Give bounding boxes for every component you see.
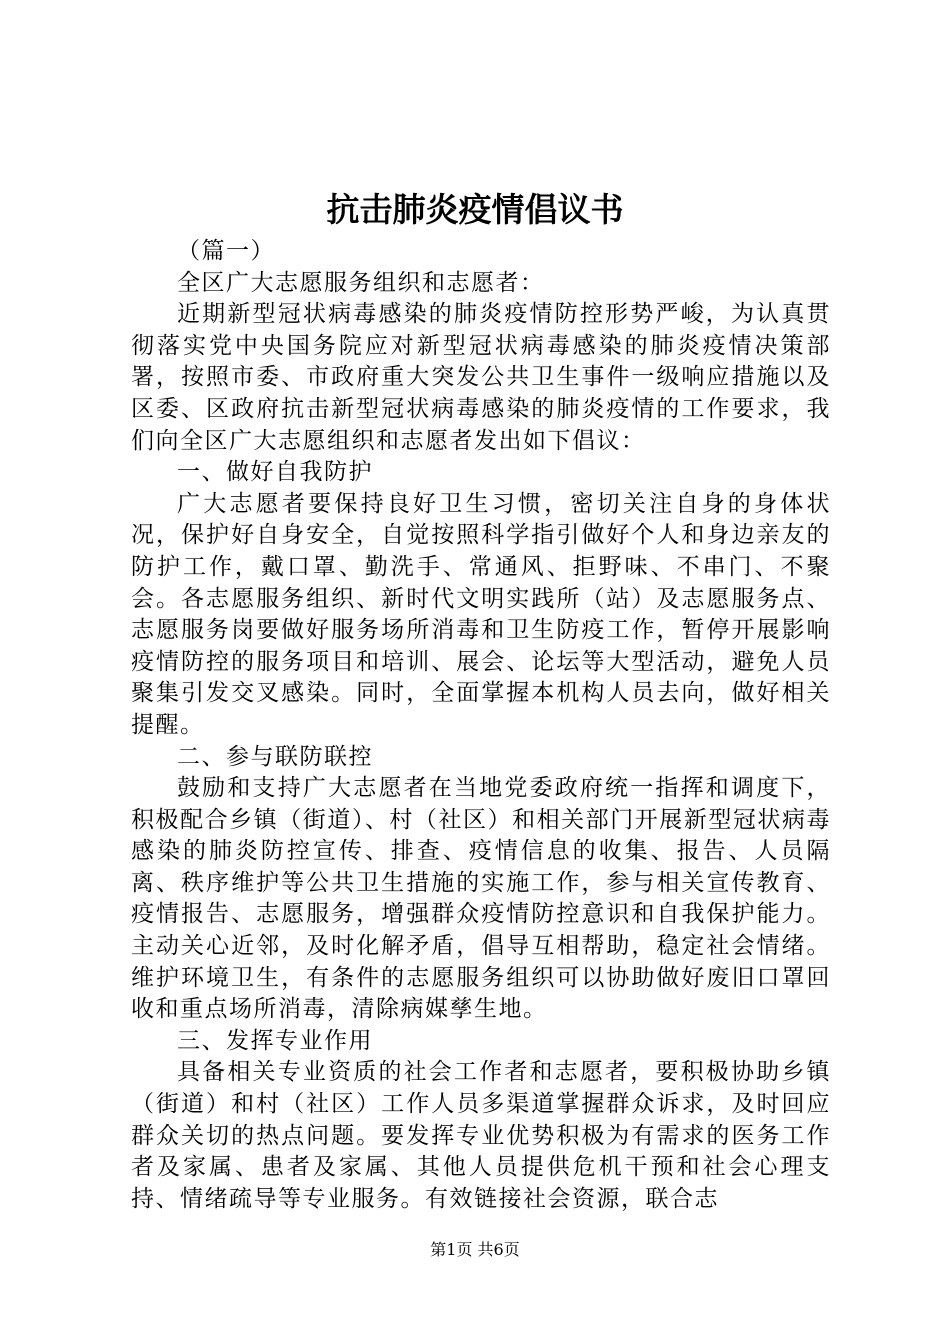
section-label: （篇一） <box>177 238 275 264</box>
document-title: 抗击肺炎疫情倡议书 <box>326 190 624 229</box>
intro-paragraph: 近期新型冠状病毒感染的肺炎疫情防控形势严峻，为认真贯彻落实党中央国务院应对新型冠状病毒感染的肺炎疫情决策部署，按照市委、市政府重大突发公共卫生事件一级响应措施以及区委、区政府抗击新型冠状病毒感染的肺炎疫情的工作要求，我们向全区广大志愿组织和志愿者发出如下倡议： <box>131 301 831 454</box>
paragraph-self-protection: 广大志愿者要保持良好卫生习惯，密切关注自身的身体状况，保护好自身安全，自觉按照科学指引做好个人和身边亲友的防护工作，戴口罩、勤洗手、常通风、拒野味、不串门、不聚会。各志愿服务组织、新时代文明实践所（站）及志愿服务点、志愿服务岗要做好服务场所消毒和卫生防疫工作，暂停开展影响疫情防控的服务项目和培训、展会、论坛等大型活动，避免人员聚集引发交叉感染。同时，全面掌握本机构人员去向，做好相关提醒。 <box>131 490 831 738</box>
page-footer: 第1页 共6页 <box>430 1240 520 1259</box>
paragraph-joint-control: 鼓励和支持广大志愿者在当地党委政府统一指挥和调度下，积极配合乡镇（街道）、村（社区）和相关部门开展新型冠状病毒感染的肺炎防控宣传、排查、疫情信息的收集、报告、人员隔离、秩序维护等公共卫生措施的实施工作，参与相关宣传教育、疫情报告、志愿服务，增强群众疫情防控意识和自我保护能力。主动关心近邻，及时化解矛盾，倡导互相帮助，稳定社会情绪。维护环境卫生，有条件的志愿服务组织可以协助做好废旧口罩回收和重点场所消毒，清除病媒孳生地。 <box>131 775 831 1023</box>
heading-joint-control: 二、参与联防联控 <box>177 743 373 770</box>
salutation: 全区广大志愿服务组织和志愿者： <box>177 269 545 296</box>
heading-professional-role: 三、发挥专业作用 <box>177 1027 373 1054</box>
paragraph-professional-role: 具备相关专业资质的社会工作者和志愿者，要积极协助乡镇（街道）和村（社区）工作人员多渠道掌握群众诉求，及时回应群众关切的热点问题。要发挥专业优势积极为有需求的医务工作者及家属、患者及家属、其他人员提供危机干预和社会心理支持、情绪疏导等专业服务。有效链接社会资源，联合志 <box>131 1059 831 1212</box>
document-body <box>131 236 831 1215</box>
heading-self-protection: 一、做好自我防护 <box>177 459 373 486</box>
